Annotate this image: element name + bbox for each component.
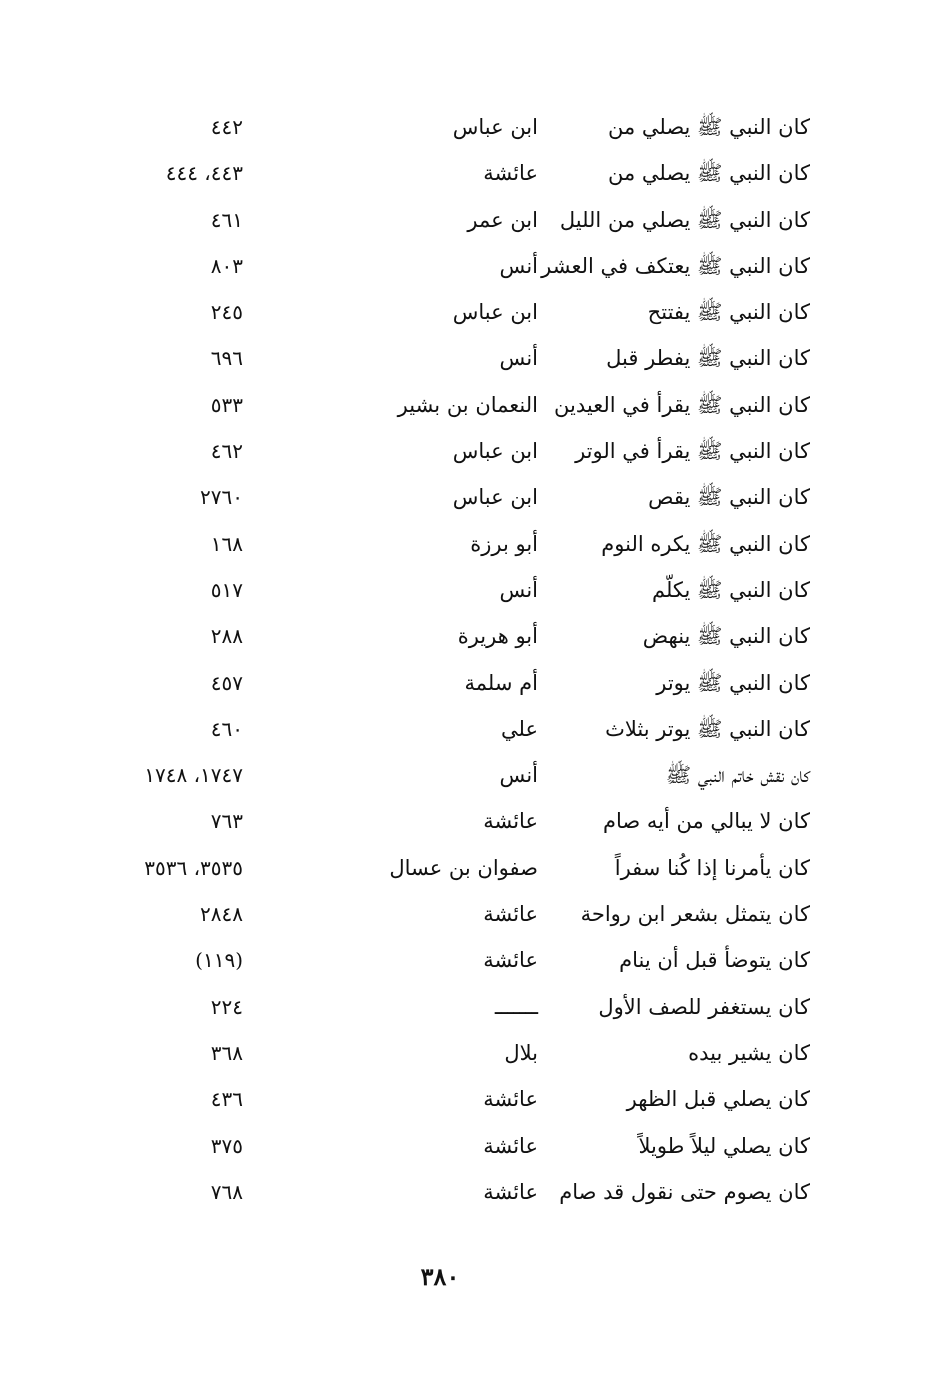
index-row bbox=[100, 660, 815, 706]
index-row bbox=[100, 382, 815, 428]
hadith-number: ٤٦٠ bbox=[210, 716, 243, 741]
narrator-name: أنس bbox=[499, 253, 538, 278]
narrator-name: أنس bbox=[499, 577, 538, 602]
hadith-opening: كان النبي ﷺ يقص bbox=[648, 485, 810, 510]
hadith-number: ٣٧٥ bbox=[210, 1133, 243, 1158]
narrator-name: أبو هريرة bbox=[457, 624, 538, 649]
narrator-name: أنس bbox=[499, 346, 538, 371]
hadith-opening: كان النبي ﷺ ينهض bbox=[642, 624, 810, 649]
hadith-number: ٤٤٢ bbox=[210, 115, 243, 139]
hadith-opening: كان النبي ﷺ يكلّم bbox=[652, 577, 810, 602]
narrator-name: النعمان بن بشير bbox=[397, 392, 538, 417]
narrator-name: عائشة bbox=[483, 1133, 538, 1158]
hadith-opening: كان النبي ﷺ يعتكف في العشر bbox=[541, 253, 810, 278]
index-row bbox=[100, 150, 815, 196]
hadith-opening: كان يصلي ليلاً طويلاً bbox=[638, 1133, 810, 1158]
hadith-number: ٢٢٤ bbox=[210, 994, 243, 1019]
hadith-opening: كان النبي ﷺ يوتر bbox=[656, 670, 810, 695]
hadith-number: ٦٩٦ bbox=[210, 346, 243, 371]
narrator-name: أنس bbox=[499, 763, 538, 788]
hadith-number: ٤٦١ bbox=[210, 207, 243, 232]
index-row bbox=[100, 1076, 815, 1122]
narrator-name: ابن عباس bbox=[452, 485, 538, 510]
hadith-number: ٣٦٨ bbox=[210, 1040, 243, 1065]
narrator-name: عائشة bbox=[483, 809, 538, 834]
narrator-name: بلال bbox=[504, 1040, 538, 1065]
narrator-name: صفوان بن عسال bbox=[389, 855, 538, 880]
hadith-index-table bbox=[100, 104, 815, 1215]
hadith-opening: كان النبي ﷺ يكره النوم bbox=[601, 531, 810, 556]
index-row bbox=[100, 335, 815, 381]
narrator-name: ابن عباس bbox=[452, 115, 538, 139]
index-row bbox=[100, 937, 815, 983]
hadith-opening: كان يستغفر للصف الأول bbox=[598, 994, 810, 1019]
narrator-name: عائشة bbox=[483, 1179, 538, 1204]
hadith-number: ٨٠٣ bbox=[210, 253, 243, 278]
index-row bbox=[100, 197, 815, 243]
index-row bbox=[100, 891, 815, 937]
index-row bbox=[100, 845, 815, 891]
hadith-number: ٤٥٧ bbox=[210, 670, 243, 695]
hadith-number: ٤٣٦ bbox=[210, 1087, 243, 1112]
index-row bbox=[100, 706, 815, 752]
hadith-number: ٧٦٣ bbox=[210, 809, 243, 834]
hadith-number: (١١٩) bbox=[195, 948, 243, 973]
hadith-number: ٢٤٥ bbox=[210, 300, 243, 325]
hadith-number: ٣٥٣٥، ٣٥٣٦ bbox=[144, 855, 243, 880]
narrator-name: ابن عباس bbox=[452, 300, 538, 325]
index-row bbox=[100, 613, 815, 659]
index-row bbox=[100, 1123, 815, 1169]
hadith-number: ١٦٨ bbox=[210, 531, 243, 556]
hadith-opening: كان يتوضأ قبل أن ينام bbox=[619, 948, 810, 973]
index-row bbox=[100, 984, 815, 1030]
hadith-opening: كان النبي ﷺ يقرأ في العيدين bbox=[554, 392, 810, 417]
hadith-opening: كان نقش خاتم النبي ﷺ bbox=[665, 763, 810, 788]
narrator-name: علي bbox=[501, 716, 538, 741]
hadith-opening: كان يصوم حتى نقول قد صام bbox=[559, 1179, 810, 1204]
index-row bbox=[100, 521, 815, 567]
page-number: ٣٨٠ bbox=[420, 1262, 460, 1291]
hadith-opening: كان يأمرنا إذا كُنا سفراً bbox=[614, 855, 810, 880]
index-row bbox=[100, 1030, 815, 1076]
hadith-number: ٢٨٤٨ bbox=[200, 902, 243, 927]
hadith-opening: كان النبي ﷺ يفتتح bbox=[647, 300, 810, 325]
index-row bbox=[100, 428, 815, 474]
hadith-number: ١٧٤٧، ١٧٤٨ bbox=[144, 763, 243, 788]
hadith-opening: كان النبي ﷺ يقرأ في الوتر bbox=[575, 439, 810, 464]
narrator-name: عائشة bbox=[483, 161, 538, 186]
index-row bbox=[100, 243, 815, 289]
hadith-number: ٥١٧ bbox=[210, 577, 243, 602]
hadith-opening: كان النبي ﷺ يوتر بثلاث bbox=[605, 716, 810, 741]
hadith-opening: كان النبي ﷺ يصلي من bbox=[607, 161, 810, 186]
index-row bbox=[100, 798, 815, 844]
hadith-number: ٢٧٦٠ bbox=[200, 485, 243, 510]
index-row bbox=[100, 1169, 815, 1215]
hadith-opening: كان لا يبالي من أيه صام bbox=[602, 809, 810, 834]
hadith-opening: كان النبي ﷺ يصلي من الليل bbox=[559, 207, 810, 232]
index-row bbox=[100, 104, 815, 150]
hadith-opening: كان النبي ﷺ يصلي من bbox=[607, 115, 810, 139]
narrator-name: أم سلمة bbox=[464, 670, 538, 695]
hadith-number: ٤٤٣، ٤٤٤ bbox=[165, 161, 243, 186]
hadith-number: ٢٨٨ bbox=[210, 624, 243, 649]
index-row bbox=[100, 474, 815, 520]
hadith-number: ٤٦٢ bbox=[210, 439, 243, 464]
narrator-name: عائشة bbox=[483, 1087, 538, 1112]
narrator-name: عائشة bbox=[483, 902, 538, 927]
hadith-opening: كان يصلي قبل الظهر bbox=[626, 1087, 810, 1112]
narrator-name: ـــــــ bbox=[494, 994, 538, 1019]
index-row bbox=[100, 567, 815, 613]
index-row bbox=[100, 752, 815, 798]
hadith-opening: كان النبي ﷺ يفطر قبل bbox=[606, 346, 810, 371]
hadith-opening: كان يشير بيده bbox=[688, 1040, 810, 1065]
hadith-opening: كان يتمثل بشعر ابن رواحة bbox=[580, 902, 810, 927]
narrator-name: ابن عباس bbox=[452, 439, 538, 464]
narrator-name: أبو برزة bbox=[470, 531, 538, 556]
hadith-number: ٥٣٣ bbox=[210, 392, 243, 417]
hadith-number: ٧٦٨ bbox=[210, 1179, 243, 1204]
narrator-name: عائشة bbox=[483, 948, 538, 973]
index-row bbox=[100, 289, 815, 335]
narrator-name: ابن عمر bbox=[467, 207, 538, 232]
